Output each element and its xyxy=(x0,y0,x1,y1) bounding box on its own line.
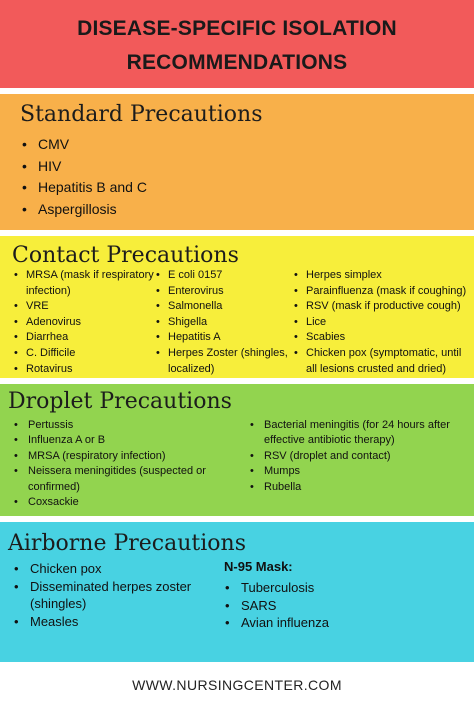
list-item: • Hepatitis B and C xyxy=(22,177,322,199)
list-item: • E coli 0157 xyxy=(156,268,296,284)
header-banner xyxy=(0,0,474,88)
list-item: • Diarrhea xyxy=(14,330,154,346)
contact-heading: Contact Precautions xyxy=(12,243,239,268)
list-item: • VRE xyxy=(14,299,154,315)
list-item: • Mumps xyxy=(250,464,465,479)
list-item: • Measles xyxy=(14,613,204,631)
list-item: • Lice xyxy=(294,315,472,331)
list-item: • Neissera meningitides (suspected or confirmed) xyxy=(14,464,234,495)
airborne-list-col2 xyxy=(225,579,425,632)
list-item: • Adenovirus xyxy=(14,315,154,331)
droplet-precautions-section xyxy=(0,384,474,516)
standard-precautions-section xyxy=(0,94,474,230)
page-title-line2: RECOMMENDATIONS xyxy=(126,51,348,74)
droplet-heading: Droplet Precautions xyxy=(8,389,232,414)
page-title-line1: DISEASE-SPECIFIC ISOLATION xyxy=(77,17,397,40)
footer-website-url: WWW.NURSINGCENTER.COM xyxy=(132,677,342,693)
droplet-list-col2 xyxy=(250,418,465,495)
list-item: • Parainfluenza (mask if coughing) xyxy=(294,284,472,300)
list-item: • Influenza A or B xyxy=(14,433,234,448)
list-item: • Chicken pox xyxy=(14,560,204,578)
airborne-list-col1 xyxy=(14,560,204,630)
footer xyxy=(0,662,474,711)
standard-list xyxy=(22,134,322,220)
list-item: • Tuberculosis xyxy=(225,579,425,597)
list-item: • Salmonella xyxy=(156,299,296,315)
list-item: • SARS xyxy=(225,597,425,615)
contact-precautions-section xyxy=(0,236,474,378)
list-item: • Herpes simplex xyxy=(294,268,472,284)
list-item: • Hepatitis A xyxy=(156,330,296,346)
list-item: • CMV xyxy=(22,134,322,156)
list-item: • Coxsackie xyxy=(14,495,234,510)
list-item: • RSV (droplet and contact) xyxy=(250,449,465,464)
list-item: • RSV (mask if productive cough) xyxy=(294,299,472,315)
list-item: • Aspergillosis xyxy=(22,199,322,221)
n95-mask-label: N-95 Mask: xyxy=(224,559,293,574)
airborne-precautions-section xyxy=(0,522,474,662)
list-item: • Rubella xyxy=(250,480,465,495)
list-item: • Bacterial meningitis (for 24 hours after effective antibiotic therapy) xyxy=(250,418,465,449)
list-item: • Shigella xyxy=(156,315,296,331)
list-item: • Scabies xyxy=(294,330,472,346)
list-item: • Rotavirus xyxy=(14,362,154,378)
airborne-heading: Airborne Precautions xyxy=(8,531,246,556)
contact-list-col2 xyxy=(156,268,296,377)
list-item: • Pertussis xyxy=(14,418,234,433)
contact-list-col1 xyxy=(14,268,154,377)
standard-heading: Standard Precautions xyxy=(20,102,263,127)
list-item: • Avian influenza xyxy=(225,614,425,632)
list-item: • Enterovirus xyxy=(156,284,296,300)
list-item: • C. Difficile xyxy=(14,346,154,362)
list-item: • MRSA (respiratory infection) xyxy=(14,449,234,464)
list-item: • HIV xyxy=(22,156,322,178)
contact-list-col3 xyxy=(294,268,472,377)
list-item: • Herpes Zoster (shingles, localized) xyxy=(156,346,296,377)
list-item: • MRSA (mask if respiratory infection) xyxy=(14,268,154,299)
list-item: • Disseminated herpes zoster (shingles) xyxy=(14,578,204,613)
droplet-list-col1 xyxy=(14,418,234,510)
list-item: • Chicken pox (symptomatic, until all lesions crusted and dried) xyxy=(294,346,472,377)
